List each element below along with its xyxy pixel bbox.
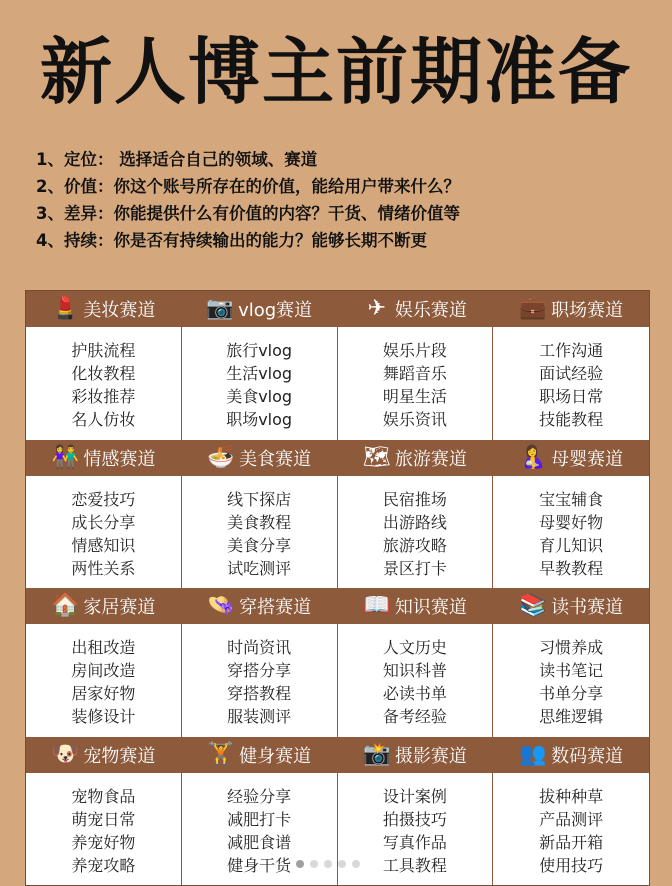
camera-icon: 📷: [206, 296, 234, 321]
page-dot[interactable]: [296, 860, 304, 868]
category-item: 母婴好物: [539, 512, 604, 532]
category-item: 萌宠日常: [71, 809, 136, 829]
category-item: 居家好物: [71, 684, 136, 704]
key-points-list: [36, 146, 656, 254]
category-item: 书单分享: [539, 684, 604, 704]
category-card: [493, 291, 649, 440]
category-items: [26, 773, 181, 886]
category-items: [338, 773, 493, 886]
category-item: 服装测评: [227, 707, 292, 727]
category-item: 情感知识: [71, 535, 136, 555]
category-item: 名人仿妆: [71, 410, 136, 430]
category-item: 宠物食品: [71, 786, 136, 806]
category-item: 思维逻辑: [539, 707, 604, 727]
category-item: 经验分享: [227, 786, 292, 806]
category-card: [493, 588, 649, 737]
page-dot[interactable]: [352, 860, 360, 868]
category-item: 使用技巧: [539, 855, 604, 875]
category-items: [493, 327, 649, 440]
category-title: 健身赛道: [239, 745, 312, 767]
category-header: [26, 737, 181, 773]
category-header: [338, 588, 493, 624]
category-header: [338, 440, 493, 476]
hat-icon: 👒: [207, 593, 235, 618]
category-item: 设计案例: [382, 786, 447, 806]
category-header: [26, 440, 181, 476]
category-items: [182, 773, 337, 886]
category-item: 出租改造: [71, 638, 136, 658]
key-point: 4、持续：你是否有持续输出的能力？能够长期不断更: [36, 231, 427, 250]
category-item: 职场vlog: [226, 410, 293, 430]
category-title: 摄影赛道: [394, 745, 467, 767]
page-dot[interactable]: [324, 860, 332, 868]
category-items: [26, 327, 181, 440]
category-items: [182, 476, 337, 589]
category-header: [338, 291, 493, 327]
category-card: [26, 440, 182, 589]
category-title: 读书赛道: [551, 597, 624, 618]
category-item: 必读书单: [382, 684, 447, 704]
category-item: 人文历史: [382, 638, 447, 658]
category-item: 旅行vlog: [226, 341, 293, 361]
category-item: 装修设计: [71, 707, 136, 727]
category-header: [493, 440, 649, 476]
page-title: 新人博主前期准备: [39, 30, 632, 114]
category-item: 工作沟通: [539, 341, 604, 361]
category-title: 母婴赛道: [551, 448, 624, 470]
category-item: 习惯养成: [539, 638, 604, 658]
category-items: [493, 476, 649, 589]
category-card: [493, 440, 649, 589]
category-item: 试吃测评: [227, 558, 292, 578]
category-item: 知识科普: [382, 661, 447, 681]
noodle-bowl-icon: 🍜: [207, 444, 235, 470]
category-item: 出游路线: [382, 512, 447, 532]
mother-baby-icon: 🤱: [519, 444, 547, 470]
category-item: 拍摄技巧: [382, 809, 447, 829]
category-items: [338, 476, 493, 589]
category-item: 化妆教程: [71, 364, 136, 384]
category-card: [338, 291, 494, 440]
category-header: [338, 737, 493, 773]
category-card: [26, 291, 182, 440]
category-item: 养宠好物: [71, 832, 136, 852]
category-item: 职场日常: [539, 387, 604, 407]
lipstick-icon: 💄: [51, 296, 80, 321]
category-title: 宠物赛道: [83, 745, 156, 767]
category-item: 产品测评: [539, 809, 604, 829]
key-point: 2、价值：你这个账号所存在的价值，能给用户带来什么？: [36, 177, 460, 196]
category-item: 写真作品: [382, 832, 447, 852]
category-item: 房间改造: [71, 661, 136, 681]
category-item: 备考经验: [382, 707, 447, 727]
open-book-icon: 📖: [363, 593, 391, 618]
category-item: 面试经验: [539, 364, 604, 384]
category-item: 美食教程: [227, 512, 292, 532]
people-devices-icon: 👥: [519, 741, 547, 767]
category-items: [26, 624, 181, 737]
category-item: 旅游攻略: [382, 535, 447, 555]
couple-icon: 👫: [51, 444, 80, 470]
category-item: 线下探店: [227, 489, 292, 509]
washing-machine-icon: 🏠: [51, 593, 80, 618]
category-item: 育儿知识: [539, 535, 604, 555]
category-item: 减肥打卡: [227, 809, 292, 829]
category-grid: [25, 290, 650, 886]
page-dot[interactable]: [338, 860, 346, 868]
category-title: 情感赛道: [83, 448, 156, 470]
category-title: 旅游赛道: [394, 448, 467, 470]
category-title: 数码赛道: [551, 745, 624, 767]
category-items: [493, 624, 649, 737]
map-icon: 🗺: [362, 444, 391, 470]
category-item: 娱乐资讯: [382, 410, 447, 430]
category-card: [182, 588, 338, 737]
category-header: [182, 440, 337, 476]
category-card: [338, 737, 494, 886]
category-item: 新品开箱: [539, 832, 604, 852]
category-item: 技能教程: [539, 410, 604, 430]
category-title: 穿搭赛道: [239, 597, 312, 618]
category-card: [338, 588, 494, 737]
category-items: [26, 476, 181, 589]
category-header: [493, 737, 649, 773]
page-dot[interactable]: [310, 860, 318, 868]
pets-icon: 🐶: [51, 741, 80, 767]
category-item: 穿搭分享: [227, 661, 292, 681]
category-header: [26, 291, 181, 327]
books-icon: 📚: [519, 593, 547, 618]
category-items: [338, 624, 493, 737]
category-card: [338, 440, 494, 589]
category-header: [182, 291, 337, 327]
category-title: 娱乐赛道: [394, 300, 467, 321]
page-indicator[interactable]: [296, 860, 360, 868]
category-item: 穿搭教程: [227, 684, 292, 704]
category-item: 两性关系: [71, 558, 136, 578]
category-header: [26, 588, 181, 624]
category-title: 知识赛道: [394, 597, 467, 618]
category-item: 美食vlog: [226, 387, 293, 407]
category-item: 时尚资讯: [227, 638, 292, 658]
category-card: [26, 737, 182, 886]
category-item: 彩妆推荐: [71, 387, 136, 407]
key-point: 3、差异：你能提供什么有价值的内容？干货、情绪价值等: [36, 204, 460, 223]
category-items: [182, 327, 337, 440]
category-item: 健身干货: [227, 855, 292, 875]
category-item: 生活vlog: [226, 364, 293, 384]
category-card: [182, 440, 338, 589]
category-card: [493, 737, 649, 886]
category-title: 家居赛道: [83, 597, 156, 618]
category-header: [493, 588, 649, 624]
category-item: 美食分享: [227, 535, 292, 555]
key-point: 1、定位： 选择适合自己的领域、赛道: [36, 150, 318, 169]
fitness-icon: 🏋: [207, 741, 235, 767]
briefcase-icon: 💼: [519, 296, 547, 321]
category-item: 早教教程: [539, 558, 604, 578]
category-item: 工具教程: [382, 855, 447, 875]
category-header: [182, 588, 337, 624]
category-title: 美妆赛道: [83, 300, 156, 321]
category-item: 娱乐片段: [382, 341, 447, 361]
category-item: 景区打卡: [382, 558, 447, 578]
category-item: 养宠攻略: [71, 855, 136, 875]
category-card: [182, 291, 338, 440]
paper-plane-icon: ✈: [367, 296, 387, 321]
category-item: 拔种种草: [539, 786, 604, 806]
category-item: 宝宝辅食: [539, 489, 604, 509]
category-item: 明星生活: [382, 387, 447, 407]
photographer-icon: 📸: [363, 741, 391, 767]
category-items: [182, 624, 337, 737]
category-card: [26, 588, 182, 737]
category-header: [182, 737, 337, 773]
category-item: 恋爱技巧: [71, 489, 136, 509]
category-title: 美食赛道: [239, 448, 312, 470]
category-items: [493, 773, 649, 886]
category-items: [338, 327, 493, 440]
category-item: 舞蹈音乐: [382, 364, 447, 384]
category-item: 减肥食谱: [227, 832, 292, 852]
category-item: 读书笔记: [539, 661, 604, 681]
category-header: [493, 291, 649, 327]
category-item: 成长分享: [71, 512, 136, 532]
category-item: 民宿推场: [382, 489, 447, 509]
category-item: 护肤流程: [71, 341, 136, 361]
category-title: vlog赛道: [238, 300, 313, 321]
category-title: 职场赛道: [551, 300, 624, 321]
